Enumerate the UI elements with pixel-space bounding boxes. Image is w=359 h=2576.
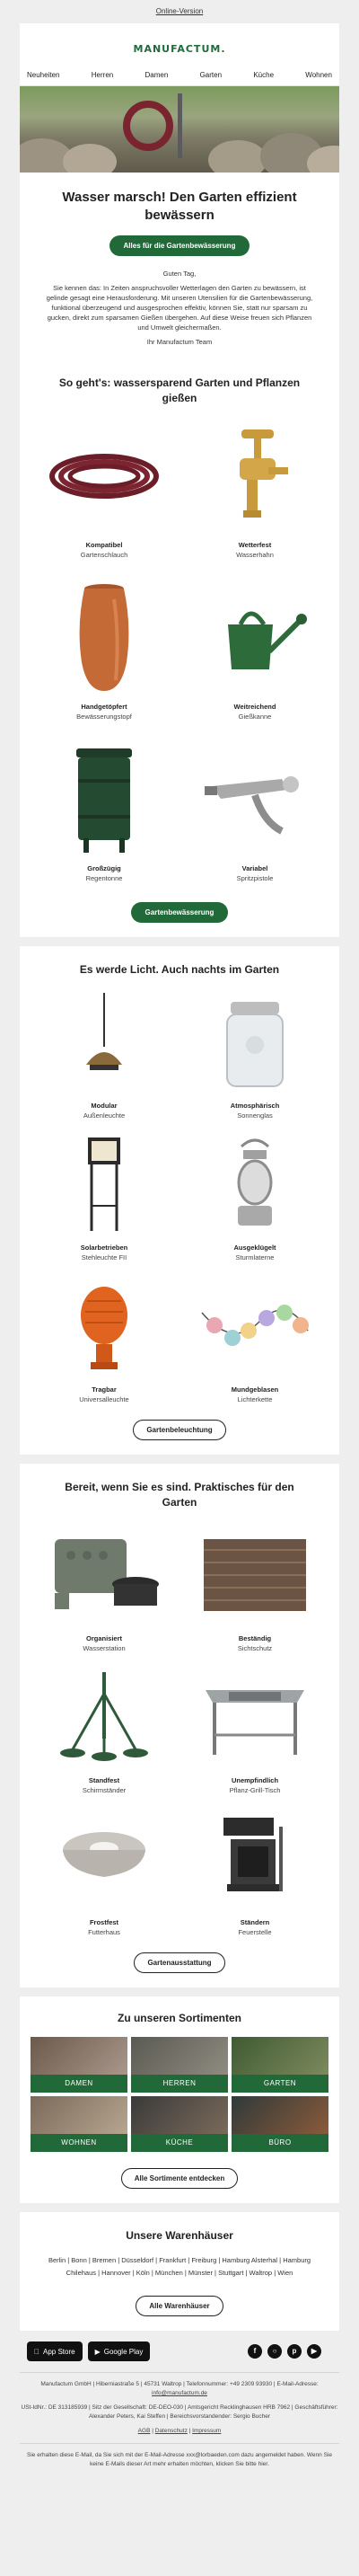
category-label: KÜCHE (131, 2134, 228, 2152)
category-label: DAMEN (31, 2075, 127, 2093)
section-title: Bereit, wenn Sie es sind. Praktisches für den Garten (65, 1481, 294, 1509)
nav-item-kueche[interactable]: Küche (253, 71, 275, 79)
category-tile-buero[interactable] (232, 2096, 328, 2152)
product-card[interactable] (188, 990, 321, 1120)
privacy-link[interactable]: Datenschutz (154, 2428, 188, 2434)
product-subtitle: Sichtschutz (237, 1644, 273, 1652)
section-equipment (20, 1464, 339, 1987)
product-subtitle: Futterhaus (88, 1928, 120, 1936)
email-link[interactable]: info@manufactum.de (152, 2390, 207, 2396)
category-tile-kueche[interactable] (131, 2096, 228, 2152)
product-card[interactable] (188, 1665, 321, 1794)
grill-table-icon (188, 1665, 321, 1769)
product-title: Mundgeblasen (231, 1385, 279, 1394)
greeting: Guten Tag, (162, 270, 197, 278)
faucet-icon (188, 419, 321, 534)
product-card[interactable] (188, 580, 321, 721)
main-nav (20, 65, 339, 86)
product-card[interactable] (38, 1523, 171, 1652)
product-card[interactable] (38, 1807, 171, 1936)
product-subtitle: Spritzpistole (236, 874, 274, 882)
product-title: Frostfest (89, 1918, 119, 1926)
water-station-icon (38, 1523, 171, 1627)
category-label: BÜRO (232, 2134, 328, 2152)
product-title: Unempfindlich (231, 1776, 279, 1784)
product-subtitle: Regentonne (85, 874, 123, 882)
section-categories (20, 1996, 339, 2203)
email-card-stores (20, 2212, 339, 2331)
category-photo (131, 2037, 228, 2075)
email-label: E-Mail-Adresse: (276, 2381, 319, 2387)
category-tile-damen[interactable] (31, 2037, 127, 2093)
equipment-cta-button[interactable]: Gartenausstattung (134, 1952, 224, 1973)
email-card-categories (20, 1996, 339, 2203)
product-subtitle: Wasserstation (83, 1644, 126, 1652)
category-photo (31, 2096, 127, 2134)
brand-logo[interactable]: MANUFACTUM. (133, 43, 226, 55)
app-store-badge[interactable] (27, 2341, 83, 2361)
product-card[interactable] (188, 1132, 321, 1261)
spray-gun-icon (188, 742, 321, 857)
section-stores (20, 2212, 339, 2331)
footer-divider (20, 2443, 339, 2444)
watering-cta-button[interactable]: Gartenbewässerung (131, 902, 229, 923)
email-card-lighting (20, 946, 339, 1455)
product-card[interactable] (188, 1523, 321, 1652)
product-card[interactable] (188, 742, 321, 882)
umbrella-stand-icon (38, 1665, 171, 1769)
product-title: Beständig (238, 1634, 272, 1642)
fire-pit-icon (188, 1807, 321, 1911)
footer-divider (20, 2372, 339, 2373)
section-title: Zu unseren Sortimenten (117, 2012, 242, 2024)
nav-item-garten[interactable]: Garten (199, 71, 223, 79)
clay-pot-icon (38, 580, 171, 695)
store-cities[interactable]: Berlin | Bonn | Bremen | Düsseldorf | Frankfurt | Freiburg | Hamburg Alsterhal | Hamburg Chilehaus | Hannover | Köln | München | Münster | Stuttgart | Waltrop | Wien (48, 2256, 311, 2277)
section-title: So geht's: wassersparend Garten und Pflanzen gießen (58, 376, 301, 404)
product-card[interactable] (38, 990, 171, 1120)
hero-intro (20, 173, 339, 359)
category-photo (232, 2096, 328, 2134)
floor-lamp-icon (38, 1132, 171, 1236)
product-title: Modular (91, 1102, 118, 1110)
category-tile-herren[interactable] (131, 2037, 228, 2093)
product-subtitle: Sonnenglas (237, 1111, 273, 1120)
lighting-cta-button[interactable]: Gartenbeleuchtung (133, 1420, 225, 1440)
google-play-label: Google Play (98, 2347, 138, 2356)
product-card[interactable] (38, 1132, 171, 1261)
apple-icon (34, 2348, 39, 2356)
facebook-icon[interactable]: f (248, 2344, 262, 2359)
section-lighting (20, 946, 339, 1455)
privacy-screen-icon (188, 1523, 321, 1627)
product-subtitle: Bewässerungstopf (76, 713, 132, 721)
product-title: Organisiert (85, 1634, 122, 1642)
nav-item-neuheiten[interactable]: Neuheiten (27, 71, 60, 79)
product-title: Großzügig (87, 864, 121, 872)
product-subtitle: Gießkanne (238, 713, 272, 721)
product-title: Weitreichend (233, 703, 276, 711)
category-label: GARTEN (232, 2075, 328, 2093)
hero-image[interactable] (20, 86, 339, 173)
product-title: Ständern (240, 1918, 270, 1926)
all-categories-button[interactable]: Alle Sortimente entdecken (121, 2168, 238, 2189)
product-card[interactable] (38, 580, 171, 721)
product-title: Kompatibel (85, 541, 123, 549)
section-title: Unsere Warenhäuser (126, 2229, 233, 2242)
product-subtitle: Lichterkette (237, 1395, 273, 1403)
all-stores-button[interactable]: Alle Warenhäuser (136, 2296, 223, 2316)
imprint-link[interactable]: Impressum (192, 2428, 222, 2434)
product-card[interactable] (38, 1274, 171, 1403)
watering-can-icon (188, 580, 321, 695)
hero-headline: Wasser marsch! Den Garten effizient bewässern (62, 190, 297, 223)
address-text: Manufactum GmbH | Hiberniastraße 5 | 45731 Waltrop | Telefonnummer: +49 2309 93930 | (40, 2381, 276, 2387)
product-title: Handgetöpfert (81, 703, 127, 711)
category-photo (31, 2037, 127, 2075)
youtube-icon[interactable]: ▶ (307, 2344, 321, 2359)
product-subtitle: Feuerstelle (238, 1928, 272, 1936)
product-card[interactable] (38, 419, 171, 559)
section-watering (20, 359, 339, 937)
google-play-badge[interactable] (88, 2341, 151, 2361)
category-photo (131, 2096, 228, 2134)
footer-legal (20, 2372, 339, 2469)
product-subtitle: Sturmlaterne (235, 1253, 275, 1261)
product-title: Atmosphärisch (230, 1102, 280, 1110)
bird-feeder-icon (38, 1807, 171, 1911)
product-subtitle: Außenleuchte (83, 1111, 126, 1120)
product-card[interactable] (38, 1665, 171, 1794)
product-card[interactable] (188, 1274, 321, 1403)
category-tile-wohnen[interactable] (31, 2096, 127, 2152)
nav-item-herren[interactable]: Herren (91, 71, 114, 79)
product-subtitle: Stehleuchte FII (81, 1253, 127, 1261)
footer-address (20, 2380, 339, 2398)
legal-links: AGB | Datenschutz | Impressum (137, 2428, 222, 2434)
section-title: Es werde Licht. Auch nachts im Garten (79, 963, 280, 976)
category-label: WOHNEN (31, 2134, 127, 2152)
product-subtitle: Schirmständer (82, 1786, 127, 1794)
product-card[interactable] (188, 419, 321, 559)
product-card[interactable] (38, 742, 171, 882)
product-subtitle: Universalleuchte (79, 1395, 129, 1403)
app-store-label: App Store (38, 2347, 70, 2356)
app-social-row (20, 2341, 339, 2361)
nav-item-wohnen[interactable]: Wohnen (305, 71, 332, 79)
string-lights-icon (188, 1274, 321, 1378)
product-subtitle: Gartenschlauch (80, 551, 128, 559)
company-info: USt-IdNr.: DE 313185939 | Sitz der Gesellschaft: DE-DEO-030 | Amtsgericht Recklinghausen HRB 7962 | Geschäftsführer: Alexander Peters, Kai Steffen | Bereichsvorstandender: Sergio Bucher (21, 2404, 338, 2420)
irrigation-cta-button[interactable]: Alles für die Gartenbewässerung (109, 235, 250, 256)
signature: Ihr Manufactum Team (146, 338, 213, 346)
play-icon: ▶ (89, 2347, 95, 2356)
unsubscribe-text[interactable]: Sie erhalten diese E-Mail, da Sie sich mit der E-Mail-Adresse xxx@lorbaeden.com dazu angemeldet haben. Wenn Sie keine E-Mails dieser Art mehr erhalten möchten, klicken Sie bitte hier. (27, 2452, 332, 2467)
intro-text (43, 269, 316, 347)
email-card-equipment (20, 1464, 339, 1987)
instagram-icon[interactable]: ○ (267, 2344, 282, 2359)
product-title: Ausgeklügelt (233, 1244, 276, 1252)
online-version-link[interactable]: Online-Version (155, 7, 204, 15)
product-subtitle: Pflanz-Grill-Tisch (229, 1786, 281, 1794)
intro-paragraph: Sie kennen das: In Zeiten anspruchsvoller Wetterlagen den Garten zu bewässern, ist gelinde gesagt eine Herausforderung. Mit unseren Utensilien für die Gartenbewässerung, funktional überzeugend und ausgesprochen effektiv, können Sie, statt nur sparsam zu gucken, direkt zum sparsamen Gießen übergehen. Auf diese Weise freuen sich Pflanzen und Umwelt gleichermaßen. (46, 284, 313, 332)
pinterest-icon[interactable]: p (287, 2344, 302, 2359)
product-title: Solarbetrieben (80, 1244, 128, 1252)
product-title: Standfest (88, 1776, 120, 1784)
product-card[interactable] (188, 1807, 321, 1936)
pendant-lamp-icon (38, 990, 171, 1094)
product-title: Variabel (241, 864, 268, 872)
email-card-main (20, 23, 339, 937)
sun-jar-icon (188, 990, 321, 1094)
product-title: Tragbar (92, 1385, 117, 1394)
rain-barrel-icon (38, 742, 171, 857)
product-subtitle: Wasserhahn (236, 551, 274, 559)
agb-link[interactable]: AGB (137, 2428, 151, 2434)
category-photo (232, 2037, 328, 2075)
lantern-icon (188, 1132, 321, 1236)
hose-icon (38, 419, 171, 534)
header (20, 23, 339, 65)
category-label: HERREN (131, 2075, 228, 2093)
category-tile-garten[interactable] (232, 2037, 328, 2093)
product-title: Wetterfest (238, 541, 272, 549)
portable-lamp-icon (38, 1274, 171, 1378)
nav-item-damen[interactable]: Damen (144, 71, 169, 79)
